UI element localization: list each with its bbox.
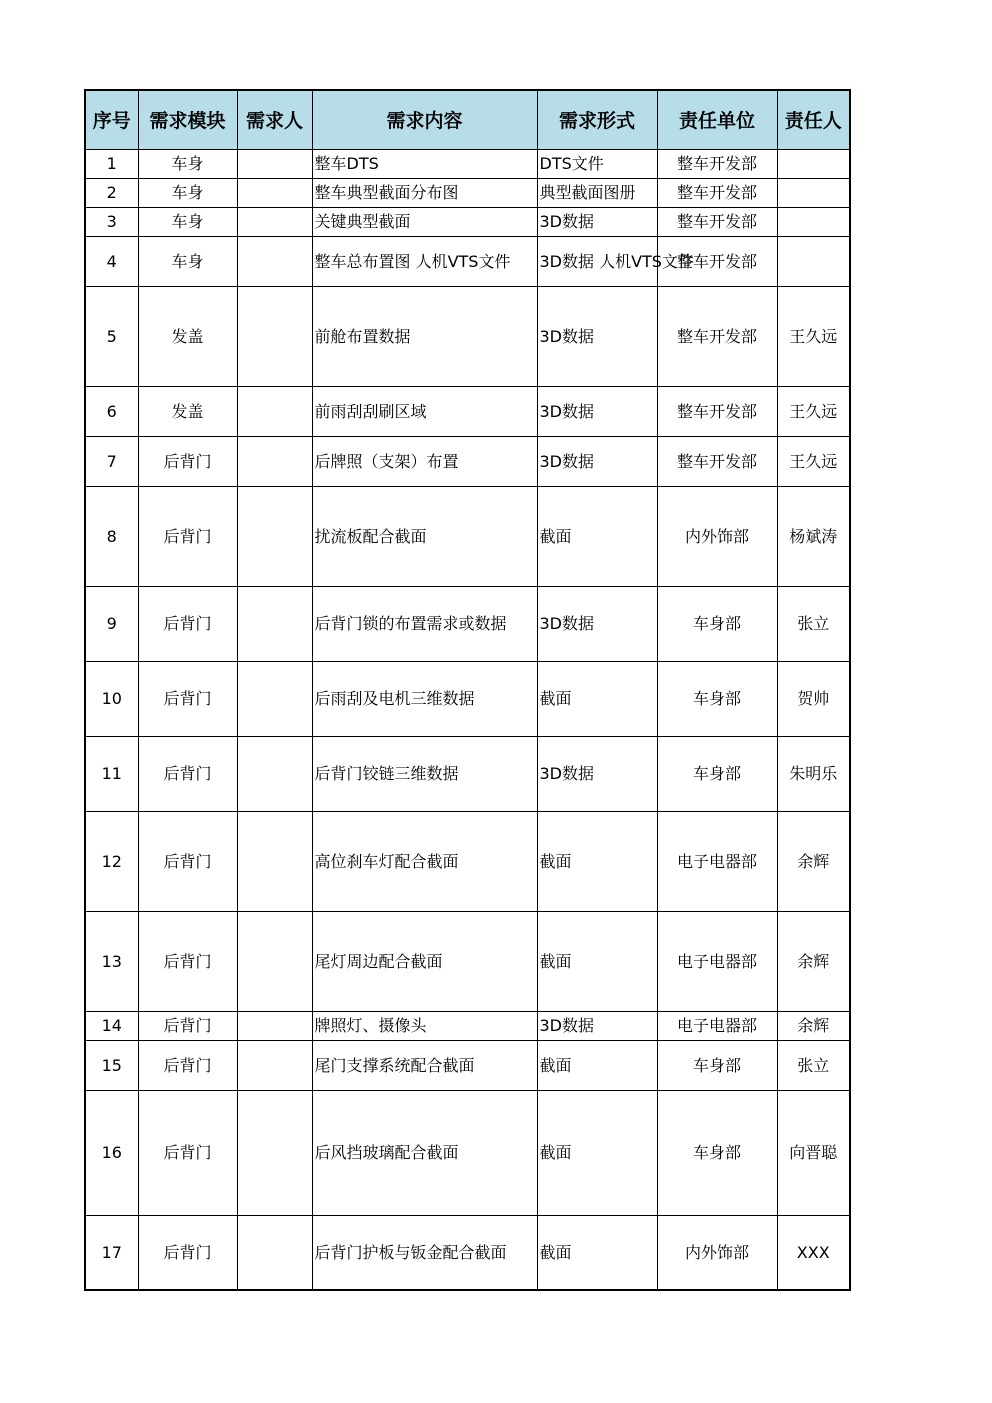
cell-unit: 车身部	[657, 1090, 777, 1215]
cell-form: 3D数据	[537, 286, 657, 386]
cell-content: 前舱布置数据	[312, 286, 537, 386]
cell-requester	[237, 1215, 312, 1290]
cell-requester	[237, 178, 312, 207]
cell-module: 后背门	[138, 736, 237, 811]
table-row	[85, 1215, 850, 1290]
cell-form: 3D数据	[537, 1011, 657, 1040]
cell-module: 发盖	[138, 286, 237, 386]
cell-content: 整车DTS	[312, 149, 537, 178]
cell-form: 3D数据	[537, 207, 657, 236]
cell-requester	[237, 736, 312, 811]
requirements-sheet	[84, 89, 851, 1291]
header-content: 需求内容	[312, 90, 537, 149]
cell-requester	[237, 1011, 312, 1040]
cell-unit: 整车开发部	[657, 286, 777, 386]
cell-seq: 7	[85, 436, 138, 486]
cell-content: 后风挡玻璃配合截面	[312, 1090, 537, 1215]
table-row	[85, 1090, 850, 1215]
cell-requester	[237, 436, 312, 486]
cell-owner	[777, 236, 850, 286]
table-row	[85, 236, 850, 286]
cell-form: 截面	[537, 811, 657, 911]
cell-content: 高位刹车灯配合截面	[312, 811, 537, 911]
cell-owner: 余辉	[777, 1011, 850, 1040]
cell-content: 尾灯周边配合截面	[312, 911, 537, 1011]
cell-seq: 2	[85, 178, 138, 207]
cell-content: 后雨刮及电机三维数据	[312, 661, 537, 736]
cell-content: 后背门铰链三维数据	[312, 736, 537, 811]
cell-requester	[237, 236, 312, 286]
cell-unit: 车身部	[657, 661, 777, 736]
cell-owner: 余辉	[777, 911, 850, 1011]
cell-unit: 整车开发部	[657, 386, 777, 436]
table-row	[85, 436, 850, 486]
cell-unit: 整车开发部	[657, 178, 777, 207]
cell-seq: 1	[85, 149, 138, 178]
cell-form: 截面	[537, 911, 657, 1011]
cell-content: 扰流板配合截面	[312, 486, 537, 586]
cell-form: 截面	[537, 1215, 657, 1290]
cell-owner: 张立	[777, 586, 850, 661]
header-row	[85, 90, 850, 149]
cell-requester	[237, 286, 312, 386]
cell-form: 截面	[537, 661, 657, 736]
cell-owner: 向晋聪	[777, 1090, 850, 1215]
cell-requester	[237, 149, 312, 178]
cell-owner: 张立	[777, 1040, 850, 1090]
cell-content: 尾门支撑系统配合截面	[312, 1040, 537, 1090]
cell-form: 截面	[537, 1040, 657, 1090]
cell-unit: 电子电器部	[657, 1011, 777, 1040]
cell-content: 前雨刮刮刷区域	[312, 386, 537, 436]
cell-requester	[237, 586, 312, 661]
cell-content: 后背门锁的布置需求或数据	[312, 586, 537, 661]
cell-module: 车身	[138, 178, 237, 207]
cell-requester	[237, 207, 312, 236]
cell-requester	[237, 1040, 312, 1090]
cell-seq: 14	[85, 1011, 138, 1040]
cell-unit: 整车开发部	[657, 436, 777, 486]
cell-requester	[237, 386, 312, 436]
table-row	[85, 286, 850, 386]
cell-seq: 13	[85, 911, 138, 1011]
cell-module: 后背门	[138, 586, 237, 661]
cell-unit: 车身部	[657, 586, 777, 661]
cell-unit: 整车开发部	[657, 149, 777, 178]
table-row	[85, 207, 850, 236]
cell-module: 后背门	[138, 1090, 237, 1215]
cell-unit: 电子电器部	[657, 811, 777, 911]
table-row	[85, 736, 850, 811]
table-row	[85, 178, 850, 207]
header-owner: 责任人	[777, 90, 850, 149]
cell-content: 后背门护板与钣金配合截面	[312, 1215, 537, 1290]
cell-owner: 王久远	[777, 436, 850, 486]
cell-content: 后牌照（支架）布置	[312, 436, 537, 486]
cell-requester	[237, 661, 312, 736]
table-row	[85, 661, 850, 736]
cell-seq: 11	[85, 736, 138, 811]
cell-requester	[237, 811, 312, 911]
cell-form: 3D数据	[537, 436, 657, 486]
cell-content: 牌照灯、摄像头	[312, 1011, 537, 1040]
cell-owner: 杨斌涛	[777, 486, 850, 586]
cell-unit: 车身部	[657, 1040, 777, 1090]
cell-requester	[237, 486, 312, 586]
table-header	[85, 90, 850, 149]
cell-form: DTS文件	[537, 149, 657, 178]
cell-form: 截面	[537, 486, 657, 586]
table-row	[85, 149, 850, 178]
cell-owner	[777, 149, 850, 178]
header-seq: 序号	[85, 90, 138, 149]
cell-seq: 5	[85, 286, 138, 386]
cell-module: 后背门	[138, 436, 237, 486]
cell-unit: 车身部	[657, 736, 777, 811]
header-requester: 需求人	[237, 90, 312, 149]
cell-module: 后背门	[138, 661, 237, 736]
table-row	[85, 911, 850, 1011]
requirements-table	[84, 89, 851, 1291]
cell-seq: 9	[85, 586, 138, 661]
cell-seq: 16	[85, 1090, 138, 1215]
cell-module: 后背门	[138, 486, 237, 586]
cell-module: 车身	[138, 236, 237, 286]
cell-form: 3D数据	[537, 586, 657, 661]
header-unit: 责任单位	[657, 90, 777, 149]
table-body	[85, 149, 850, 1290]
table-row	[85, 486, 850, 586]
cell-module: 发盖	[138, 386, 237, 436]
cell-content: 整车典型截面分布图	[312, 178, 537, 207]
cell-module: 后背门	[138, 1040, 237, 1090]
table-row	[85, 586, 850, 661]
cell-owner	[777, 207, 850, 236]
cell-unit: 内外饰部	[657, 1215, 777, 1290]
table-row	[85, 1011, 850, 1040]
cell-seq: 17	[85, 1215, 138, 1290]
cell-owner: 贺帅	[777, 661, 850, 736]
cell-seq: 10	[85, 661, 138, 736]
cell-owner: 王久远	[777, 386, 850, 436]
cell-requester	[237, 1090, 312, 1215]
cell-seq: 12	[85, 811, 138, 911]
cell-form: 截面	[537, 1090, 657, 1215]
cell-seq: 3	[85, 207, 138, 236]
cell-module: 车身	[138, 149, 237, 178]
cell-owner: XXX	[777, 1215, 850, 1290]
cell-module: 后背门	[138, 1215, 237, 1290]
cell-owner: 朱明乐	[777, 736, 850, 811]
cell-module: 车身	[138, 207, 237, 236]
cell-owner: 余辉	[777, 811, 850, 911]
cell-seq: 15	[85, 1040, 138, 1090]
cell-form: 3D数据	[537, 386, 657, 436]
cell-seq: 6	[85, 386, 138, 436]
cell-module: 后背门	[138, 911, 237, 1011]
cell-unit: 整车开发部	[657, 207, 777, 236]
cell-owner: 王久远	[777, 286, 850, 386]
cell-unit: 内外饰部	[657, 486, 777, 586]
cell-unit: 整车开发部	[657, 236, 777, 286]
table-row	[85, 386, 850, 436]
cell-content: 关键典型截面	[312, 207, 537, 236]
cell-content: 整车总布置图 人机VTS文件	[312, 236, 537, 286]
cell-form: 3D数据 人机VTS文件	[537, 236, 657, 286]
cell-unit: 电子电器部	[657, 911, 777, 1011]
header-form: 需求形式	[537, 90, 657, 149]
cell-form: 3D数据	[537, 736, 657, 811]
cell-form: 典型截面图册	[537, 178, 657, 207]
header-module: 需求模块	[138, 90, 237, 149]
cell-requester	[237, 911, 312, 1011]
cell-owner	[777, 178, 850, 207]
cell-module: 后背门	[138, 1011, 237, 1040]
table-row	[85, 1040, 850, 1090]
cell-module: 后背门	[138, 811, 237, 911]
cell-seq: 8	[85, 486, 138, 586]
cell-seq: 4	[85, 236, 138, 286]
table-row	[85, 811, 850, 911]
